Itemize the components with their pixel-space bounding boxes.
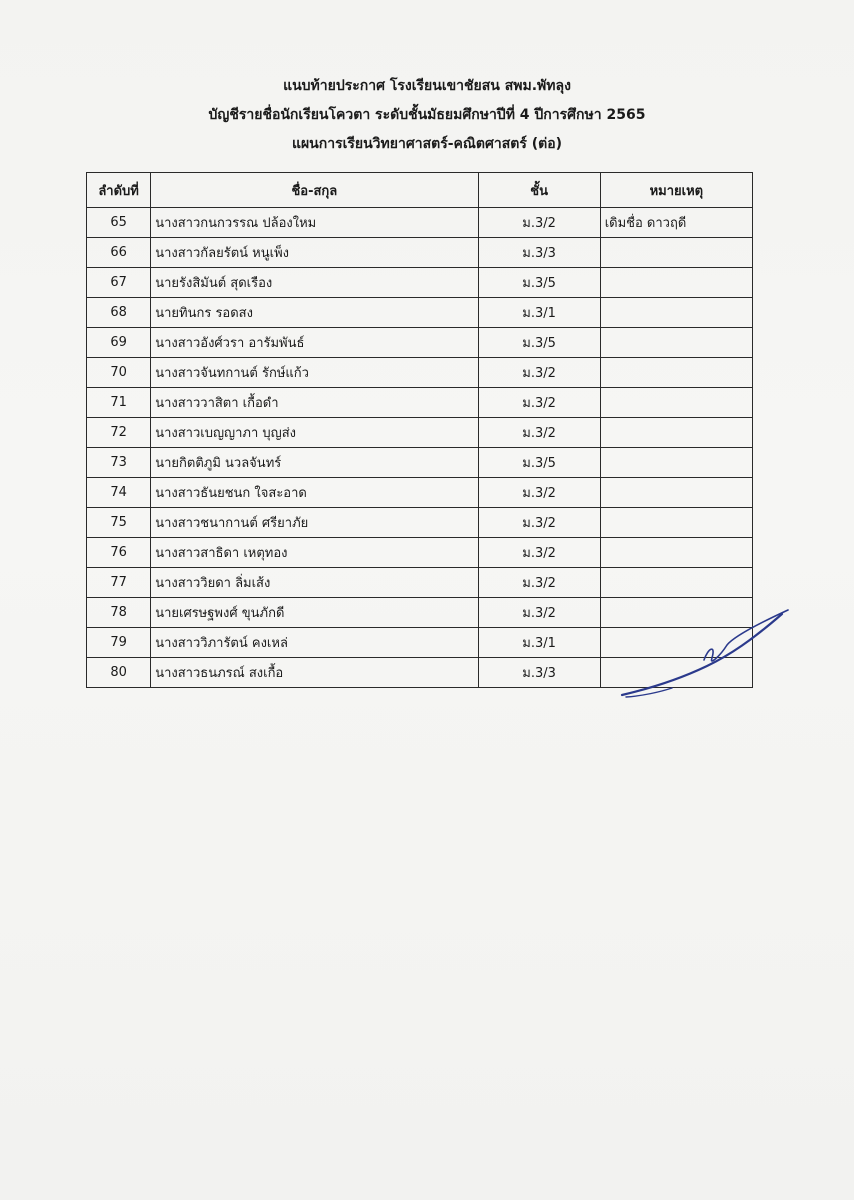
student-class: ม.3/2 (478, 388, 600, 418)
row-number: 71 (87, 388, 151, 418)
student-class: ม.3/2 (478, 568, 600, 598)
student-class: ม.3/2 (478, 358, 600, 388)
row-note (600, 268, 752, 298)
student-name: นางสาวอังศ์วรา อารัมพันธ์ (151, 328, 478, 358)
row-note (600, 298, 752, 328)
row-number: 73 (87, 448, 151, 478)
row-number: 69 (87, 328, 151, 358)
row-number: 70 (87, 358, 151, 388)
handwritten-signature (612, 600, 792, 710)
student-name: นางสาววิภารัตน์ คงเหล่ (151, 628, 478, 658)
column-header-number: ลำดับที่ (87, 173, 151, 208)
student-name: นางสาวธนภรณ์ สงเกื้อ (151, 658, 478, 688)
row-number: 67 (87, 268, 151, 298)
table-row (87, 568, 753, 598)
student-name: นางสาววิยดา ลิ่มเส้ง (151, 568, 478, 598)
student-name: นายกิตติภูมิ นวลจันทร์ (151, 448, 478, 478)
row-number: 65 (87, 208, 151, 238)
row-note (600, 508, 752, 538)
row-number: 76 (87, 538, 151, 568)
row-note (600, 478, 752, 508)
student-class: ม.3/2 (478, 478, 600, 508)
row-number: 80 (87, 658, 151, 688)
student-name: นางสาวเบญญาภา บุญส่ง (151, 418, 478, 448)
table-row (87, 268, 753, 298)
student-class: ม.3/1 (478, 298, 600, 328)
header-line-list-title: บัญชีรายชื่อนักเรียนโควตา ระดับชั้นมัธยมศึกษาปีที่ 4 ปีการศึกษา 2565 (208, 107, 646, 123)
roster-table-header (87, 173, 753, 208)
student-name: นางสาววาสิตา เกื้อดำ (151, 388, 478, 418)
table-row (87, 418, 753, 448)
document-header (0, 72, 854, 159)
row-note (600, 448, 752, 478)
student-name: นายรังสิมันต์ สุดเรือง (151, 268, 478, 298)
student-name: นายทินกร รอดสง (151, 298, 478, 328)
student-class: ม.3/2 (478, 598, 600, 628)
table-row (87, 388, 753, 418)
row-note (600, 358, 752, 388)
row-note (600, 418, 752, 448)
student-class: ม.3/5 (478, 268, 600, 298)
header-line-program: แผนการเรียนวิทยาศาสตร์-คณิตศาสตร์ (ต่อ) (291, 136, 563, 152)
row-number: 74 (87, 478, 151, 508)
row-note: เดิมชื่อ ดาวฤดี (600, 208, 752, 238)
row-number: 77 (87, 568, 151, 598)
student-class: ม.3/1 (478, 628, 600, 658)
student-class: ม.3/5 (478, 328, 600, 358)
row-number: 72 (87, 418, 151, 448)
row-note (600, 328, 752, 358)
row-number: 75 (87, 508, 151, 538)
row-number: 79 (87, 628, 151, 658)
table-row (87, 478, 753, 508)
table-row (87, 238, 753, 268)
header-row (87, 173, 753, 208)
table-row (87, 208, 753, 238)
row-note (600, 568, 752, 598)
student-name: นายเศรษฐพงศ์ ขุนภักดี (151, 598, 478, 628)
row-note (600, 238, 752, 268)
table-row (87, 508, 753, 538)
row-note (600, 388, 752, 418)
student-class: ม.3/2 (478, 508, 600, 538)
table-row (87, 538, 753, 568)
signature-stroke (704, 610, 788, 661)
column-header-name: ชื่อ-สกุล (151, 173, 478, 208)
row-number: 66 (87, 238, 151, 268)
student-class: ม.3/5 (478, 448, 600, 478)
table-row (87, 328, 753, 358)
row-note (600, 538, 752, 568)
row-number: 68 (87, 298, 151, 328)
student-class: ม.3/3 (478, 658, 600, 688)
student-name: นางสาวกนกวรรณ ปล้องใหม (151, 208, 478, 238)
student-class: ม.3/2 (478, 208, 600, 238)
row-number: 78 (87, 598, 151, 628)
student-name: นางสาวธันยชนก ใจสะอาด (151, 478, 478, 508)
student-name: นางสาวสาธิดา เหตุทอง (151, 538, 478, 568)
table-row (87, 448, 753, 478)
table-row (87, 358, 753, 388)
student-class: ม.3/2 (478, 418, 600, 448)
header-line-announcement: แนบท้ายประกาศ โรงเรียนเขาชัยสน สพม.พัทลุง (283, 78, 571, 94)
student-name: นางสาวจันทกานต์ รักษ์แก้ว (151, 358, 478, 388)
student-class: ม.3/3 (478, 238, 600, 268)
student-class: ม.3/2 (478, 538, 600, 568)
column-header-class: ชั้น (478, 173, 600, 208)
signature-stroke (622, 614, 782, 695)
student-name: นางสาวกัลยรัตน์ หนูเพ็ง (151, 238, 478, 268)
student-name: นางสาวชนากานต์ ศรียาภัย (151, 508, 478, 538)
table-row (87, 298, 753, 328)
column-header-note: หมายเหตุ (600, 173, 752, 208)
